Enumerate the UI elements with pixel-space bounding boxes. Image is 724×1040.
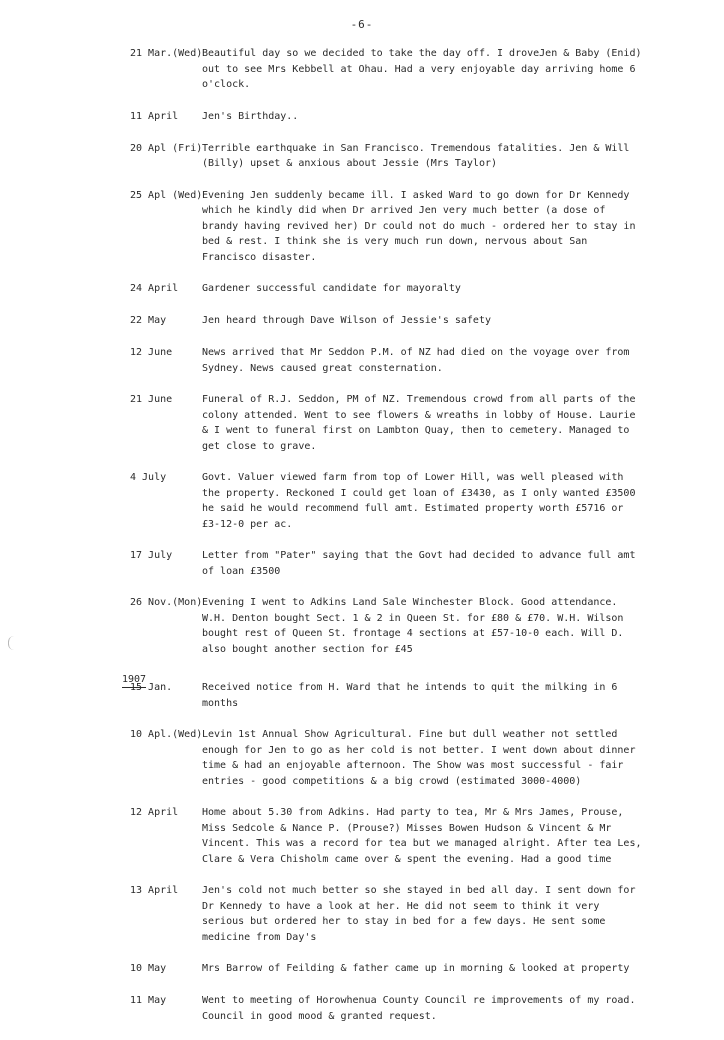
entry-text: Terrible earthquake in San Francisco. Tremendous fatalities. Jen & Will (Billy) upset & anxious about Jessie (Mrs Taylor) — [202, 142, 630, 169]
diary-entry — [130, 548, 650, 579]
entry-date: 11 May — [130, 995, 167, 1006]
year-heading: 1907 — [122, 673, 146, 688]
entry-date: 12 April — [130, 807, 179, 818]
entry-date: 25 Apl (Wed) — [130, 189, 203, 201]
diary-entry — [130, 727, 650, 789]
entry-text: Went to meeting of Horowhenua County Council re improvements of my road. Council in good mood & granted request. — [202, 995, 636, 1022]
diary-entry — [130, 961, 650, 977]
entry-date: 13 April — [130, 885, 179, 896]
entry-date: 12 June — [130, 347, 173, 358]
entry-text: Mrs Barrow of Feilding & father came up in morning & looked at property — [202, 963, 630, 974]
diary-entry — [130, 188, 650, 266]
diary-entry — [130, 595, 650, 657]
entry-date: 21 Mar.(Wed) — [130, 48, 203, 59]
entry-date: 4 July — [130, 472, 167, 483]
entry-text: Evening I went to Adkins Land Sale Winchester Block. Good attendance. W.H. Denton bought Sect. 1 & 2 in Queen St. for £80 & £70. W.H. Wilson bought rest of Queen St. frontage 4 sections at £57-10-0 each. Will D. also bought another section for £45 — [202, 597, 624, 655]
entry-text: Funeral of R.J. Seddon, PM of NZ. Tremendous crowd from all parts of the colony attended. Went to see flowers & wreaths in lobby of House. Laurie & I went to funeral first on Lambton Quay, then to cemetery. Managed to get close to grave. — [202, 394, 636, 452]
entry-text: Jen's cold not much better so she stayed in bed all day. I sent down for Dr Kennedy to have a look at her. He did not seem to think it very serious but ordered her to stay in bed for a few days. He sent some medicine from Day's — [202, 885, 636, 943]
diary-entry — [130, 805, 650, 867]
diary-entry — [130, 313, 650, 329]
entry-text: Levin 1st Annual Show Agricultural. Fine but dull weather not settled enough for Jen to go as her cold is not better. I went down about dinner time & had an enjoyable afternoon. The Show was most successful - fair entries - good competitions & a big crowd (estimated 3000-4000) — [202, 729, 636, 787]
diary-entry — [130, 46, 650, 93]
entry-date: 10 Apl.(Wed) — [130, 729, 203, 740]
entry-text: Govt. Valuer viewed farm from top of Lower Hill, was well pleased with the property. Reckoned I could get loan of £3430, as I only wanted £3500 he said he would recommend full amt. Estimated property worth £5716 or £3-12-0 per ac. — [202, 472, 636, 530]
margin-mark — [8, 636, 15, 650]
diary-entry — [130, 470, 650, 532]
entry-text: Received notice from H. Ward that he intends to quit the milking in 6 months — [202, 682, 618, 709]
diary-entry — [130, 392, 650, 454]
diary-entry — [130, 345, 650, 376]
entry-date: 20 Apl (Fri) — [130, 142, 203, 154]
diary-entry — [130, 993, 650, 1024]
entry-date: 11 April — [130, 110, 179, 122]
diary-entry — [130, 281, 650, 297]
entry-date: 22 May — [130, 315, 167, 326]
entry-text: Evening Jen suddenly became ill. I asked Ward to go down for Dr Kennedy which he kindly did when Dr arrived Jen very much better (a dose of brandy having revived her) Dr could not do much - ordered her to stay in bed & rest. I think she is very much run down, nervous about San Francisco disaster. — [202, 189, 636, 263]
entry-text: Gardener successful candidate for mayoralty — [202, 283, 461, 294]
entry-date: 21 June — [130, 394, 173, 405]
diary-entry — [130, 141, 650, 172]
diary-entries — [122, 46, 650, 1040]
entry-date: 15 Jan. — [130, 682, 173, 693]
page-number: -6- — [350, 18, 374, 31]
diary-entry — [130, 109, 650, 125]
entry-text: Jen's Birthday.. — [202, 110, 299, 122]
diary-entry — [130, 883, 650, 945]
entry-text: Home about 5.30 from Adkins. Had party to tea, Mr & Mrs James, Prouse, Miss Sedcole & Nance P. (Prouse?) Misses Bowen Hudson & Vincent & Mr Vincent. This was a record for tea but we managed alright. After tea Les, Clare & Vera Chisholm came over & spent the evening. Had a good time — [202, 807, 642, 865]
entry-text: Jen heard through Dave Wilson of Jessie's safety — [202, 315, 491, 326]
entry-date: 17 July — [130, 550, 173, 561]
entry-text: Letter from "Pater" saying that the Govt had decided to advance full amt of loan £3500 — [202, 550, 636, 577]
entry-text: Beautiful day so we decided to take the day off. I droveJen & Baby (Enid) out to see Mrs Kebbell at Ohau. Had a very enjoyable day arriving home 6 o'clock. — [202, 48, 642, 90]
entry-date: 10 May — [130, 963, 167, 974]
diary-entry — [130, 680, 650, 711]
entry-text: News arrived that Mr Seddon P.M. of NZ had died on the voyage over from Sydney. News caused great consternation. — [202, 347, 630, 374]
entry-date: 24 April — [130, 283, 179, 294]
entry-date: 26 Nov.(Mon) — [130, 597, 203, 608]
